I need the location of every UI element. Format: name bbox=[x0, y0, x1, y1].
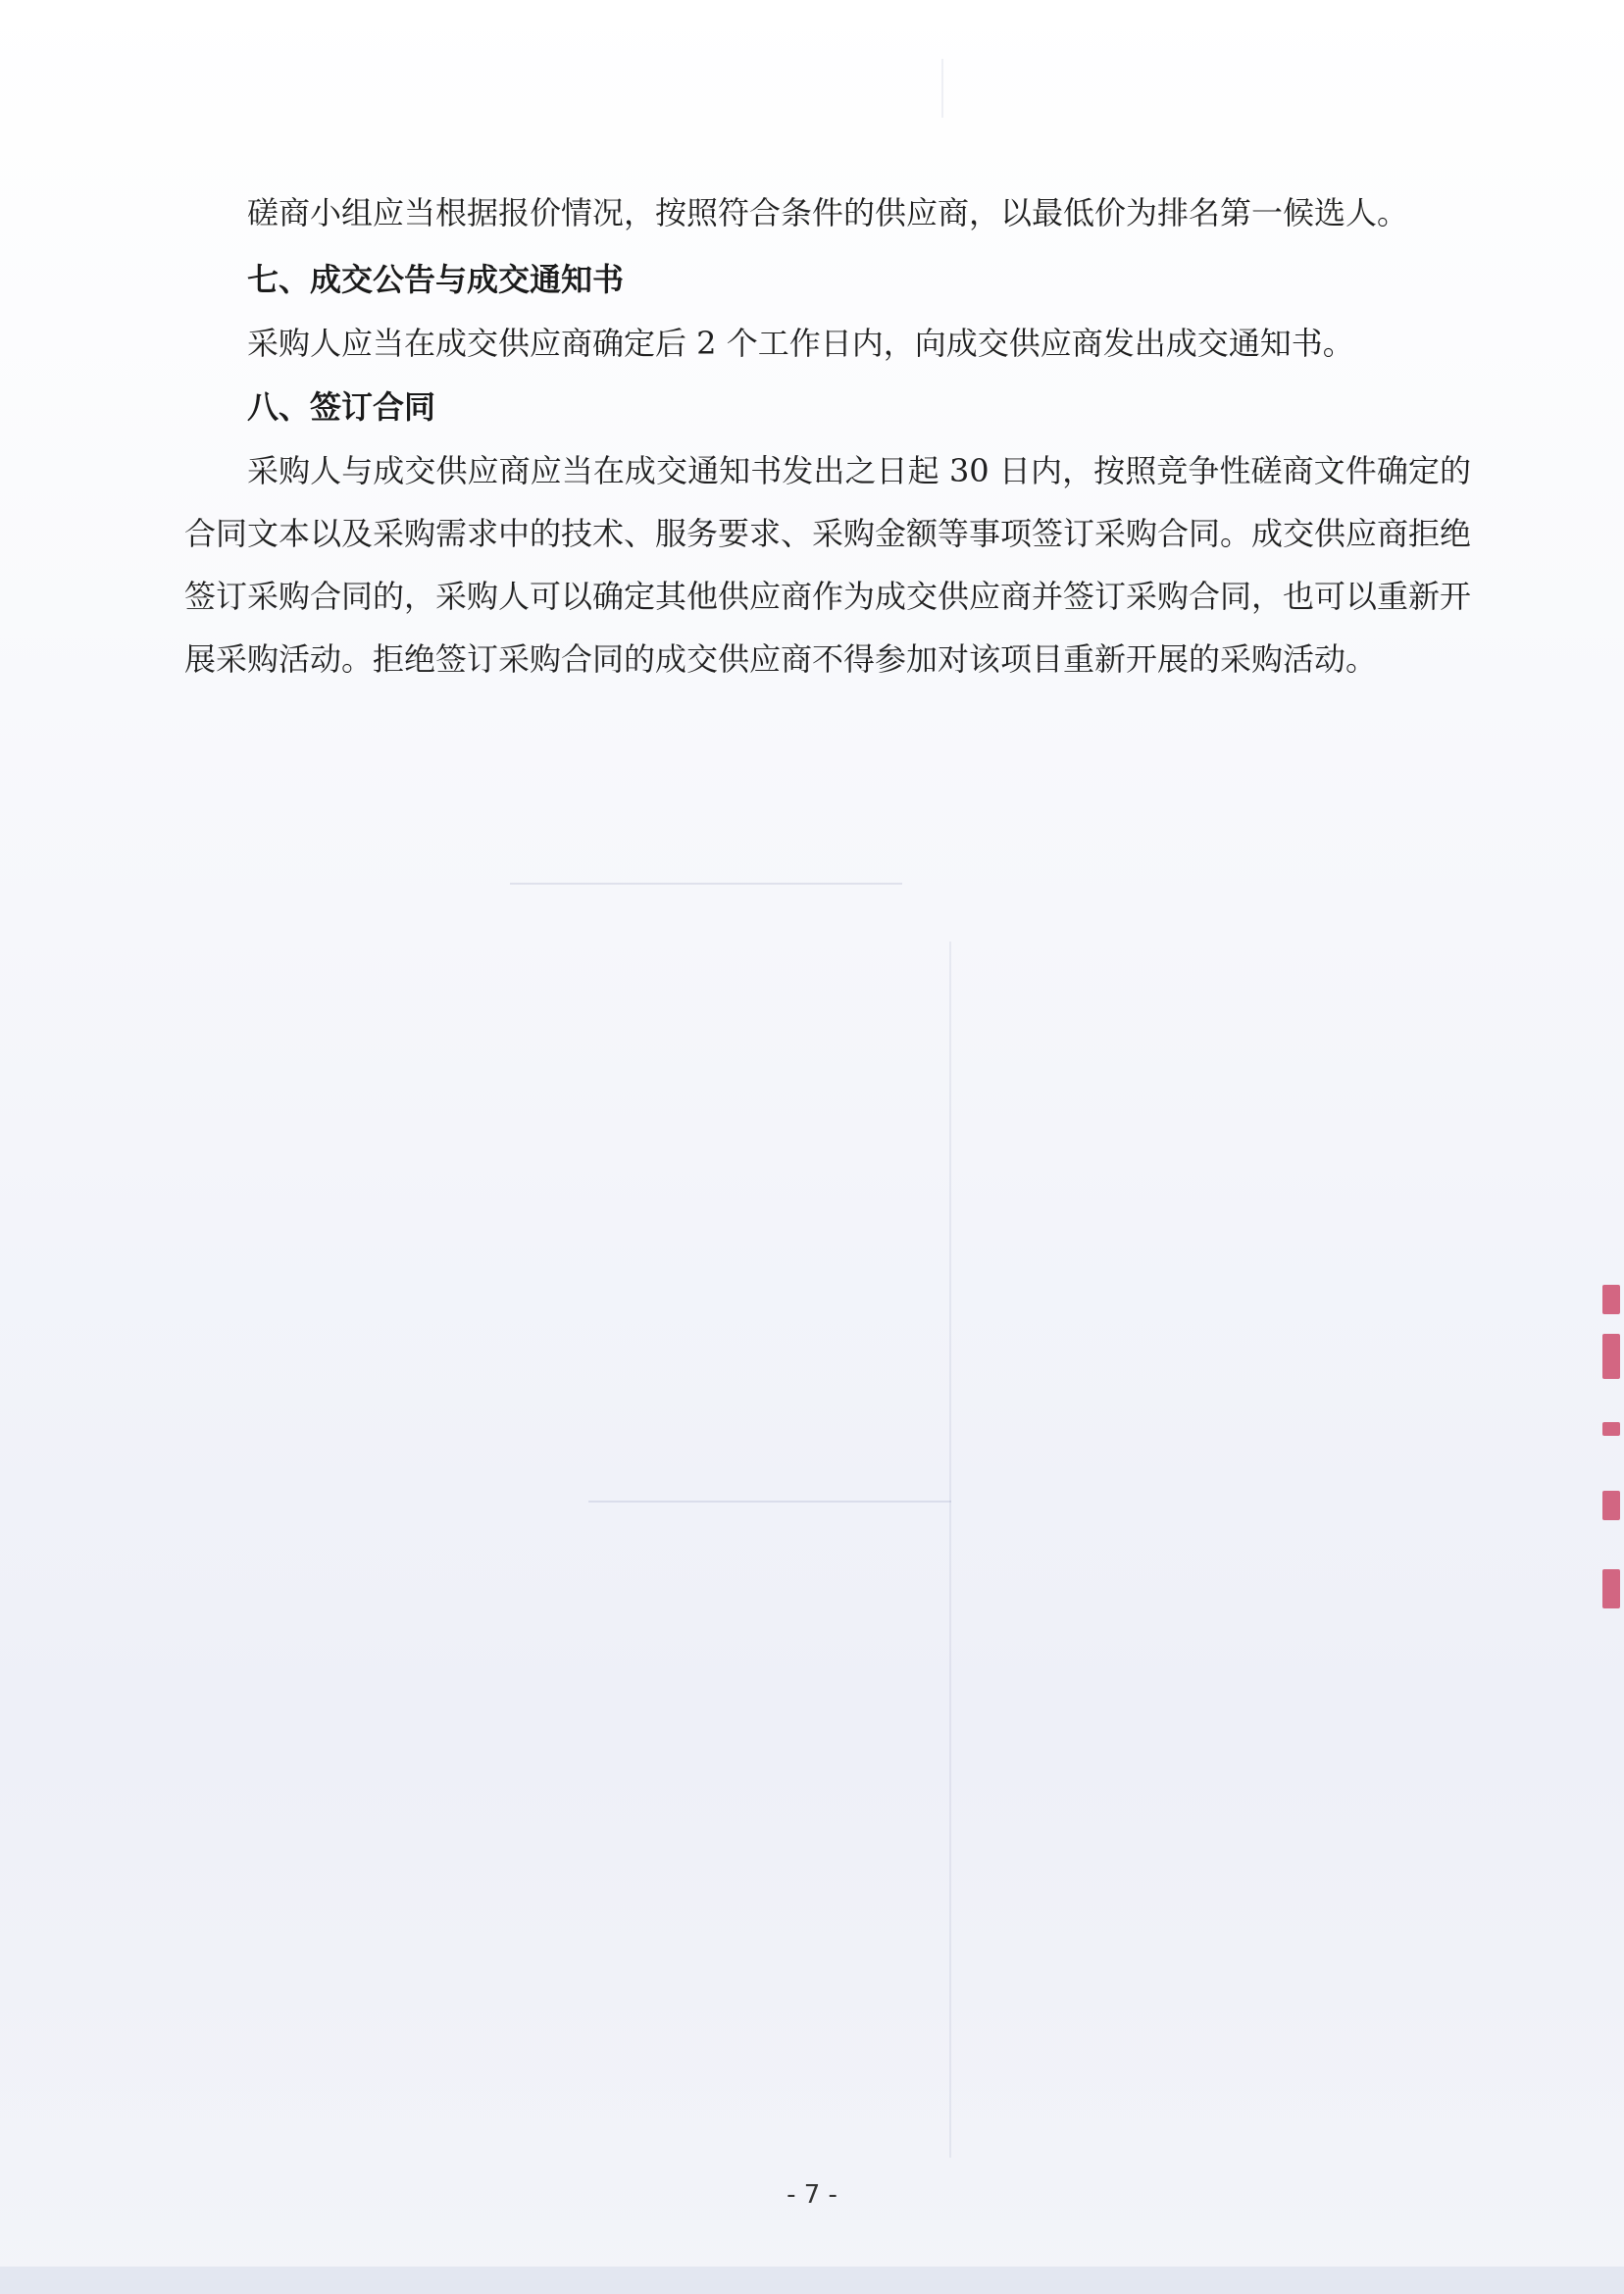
bleed-through-rule bbox=[588, 1501, 951, 1503]
section-heading-contract: 八、签订合同 bbox=[247, 388, 436, 426]
document-body bbox=[184, 178, 1471, 690]
paragraph-contract: 采购人与成交供应商应当在成交通知书发出之日起 30 日内，按照竞争性磋商文件确定的合同文本以及采购需求中的技术、服务要求、采购金额等事项签订采购合同。成交供应商拒绝签订采购合同的，采购人可以确定其他供应商作为成交供应商并签订采购合同，也可以重新开展采购活动。拒绝签订采购合同的成交供应商不得参加对该项目重新开展的采购活动。 bbox=[184, 452, 1472, 678]
section-heading-award-notice: 七、成交公告与成交通知书 bbox=[247, 261, 625, 298]
bleed-through-vertical-mark bbox=[941, 59, 943, 118]
page-number: - 7 - bbox=[787, 2180, 837, 2210]
bleed-through-vertical-mark bbox=[949, 942, 951, 2158]
paragraph-award-notice: 采购人应当在成交供应商确定后 2 个工作日内，向成交供应商发出成交通知书。 bbox=[247, 325, 1354, 362]
scan-edge-band bbox=[0, 2267, 1624, 2294]
paragraph-ranking: 磋商小组应当根据报价情况，按照符合条件的供应商，以最低价为排名第一候选人。 bbox=[247, 194, 1409, 231]
bleed-through-rule bbox=[510, 883, 902, 885]
seal-stamp-edge bbox=[1591, 1285, 1624, 1618]
